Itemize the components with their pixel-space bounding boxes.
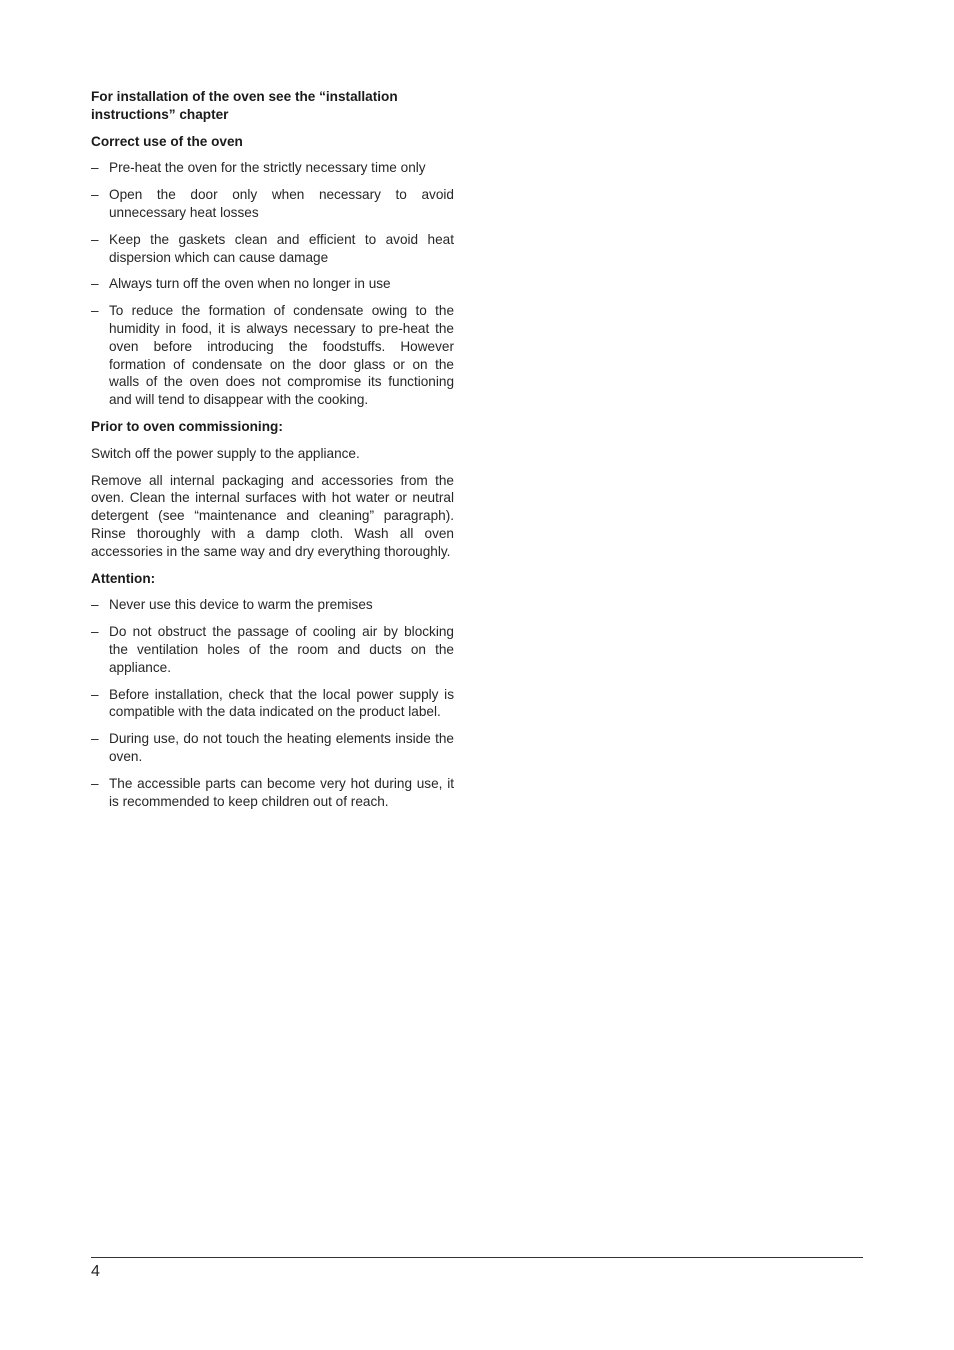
page-number: 4 (91, 1263, 100, 1280)
dash-bullet: – (91, 276, 99, 292)
list-item: – The accessible parts can become very hot during use, it is recommended to keep children out of reach. (91, 775, 454, 809)
list-item: – Keep the gaskets clean and efficient to avoid heat dispersion which can cause damage (91, 231, 454, 265)
paragraph: Remove all internal packaging and accessories from the oven. Clean the internal surfaces with hot water or neutral detergent (see “maintenance and cleaning” paragraph). Rinse thoroughly with a damp cloth. Wash all oven accessories in the same way and dry everything thoroughly. (91, 472, 454, 559)
list-item: – Do not obstruct the passage of cooling air by blocking the ventilation holes of the room and ducts on the appliance. (91, 624, 454, 675)
attention-list (91, 596, 454, 810)
dash-bullet: – (91, 160, 99, 176)
dash-bullet: – (91, 597, 99, 613)
dash-bullet: – (91, 624, 99, 640)
dash-bullet: – (91, 731, 99, 747)
attention-heading: Attention: (91, 570, 156, 586)
dash-bullet: – (91, 303, 99, 319)
list-item: – During use, do not touch the heating elements inside the oven. (91, 731, 454, 764)
installation-heading: For installation of the oven see the “installation instructions” chapter (91, 89, 398, 122)
correct-use-heading: Correct use of the oven (91, 133, 243, 149)
list-item: – To reduce the formation of condensate owing to the humidity in food, it is always necessary to pre-heat the oven before introducing the foodstuffs. However formation of condensate on the door glass or on the walls of the oven does not compromise its functioning and will tend to disappear with the cooking. (91, 303, 454, 408)
list-item: – Always turn off the oven when no longer in use (91, 276, 391, 292)
dash-bullet: – (91, 187, 99, 203)
dash-bullet: – (91, 231, 99, 247)
list-item: – Open the door only when necessary to avoid unnecessary heat losses (91, 187, 454, 220)
dash-bullet: – (91, 686, 99, 702)
prior-commissioning-heading: Prior to oven commissioning: (91, 418, 283, 434)
correct-use-list (91, 159, 454, 409)
list-item: – Before installation, check that the local power supply is compatible with the data indicated on the product label. (91, 686, 454, 720)
document-body (91, 88, 454, 819)
list-item: – Pre-heat the oven for the strictly necessary time only (91, 160, 426, 176)
footer-divider (91, 1257, 863, 1258)
paragraph: Switch off the power supply to the appliance. (91, 445, 360, 461)
dash-bullet: – (91, 775, 99, 791)
list-item: – Never use this device to warm the premises (91, 597, 373, 613)
